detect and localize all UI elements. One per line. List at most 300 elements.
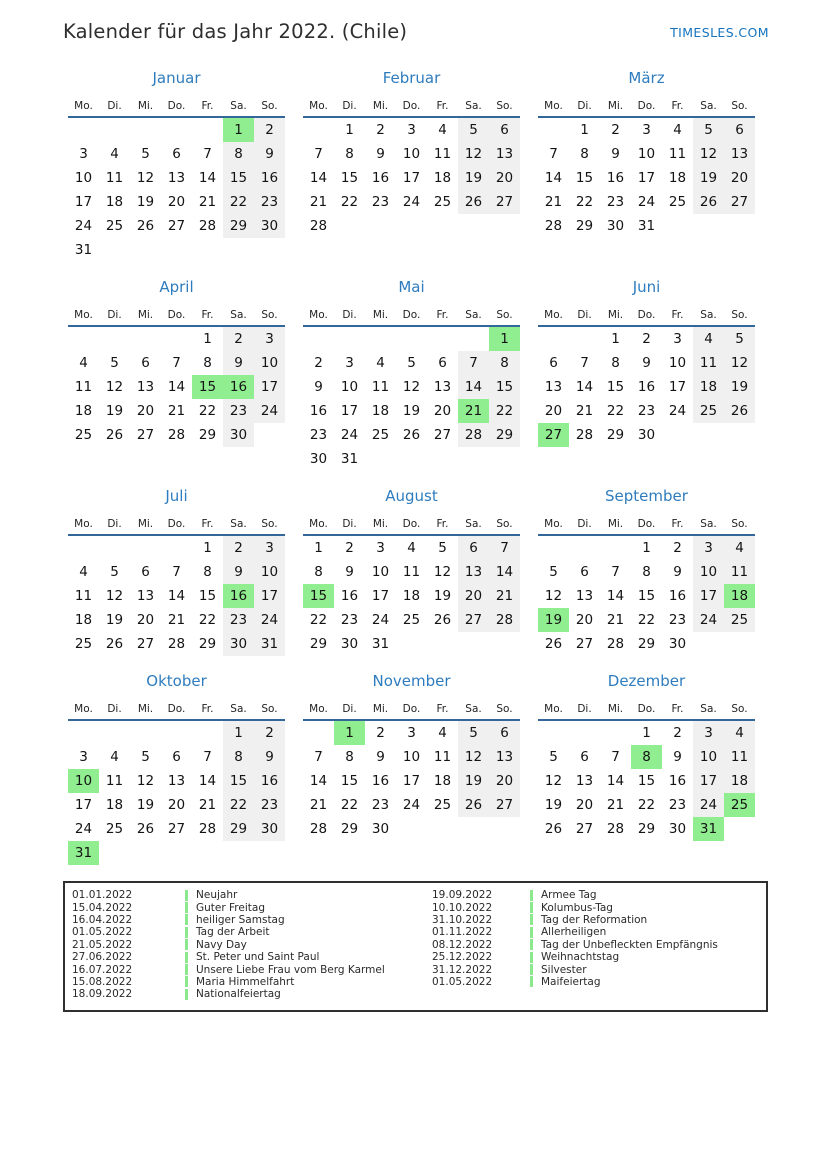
day-cell: 19 bbox=[544, 797, 563, 813]
day-cell: 1 bbox=[642, 540, 651, 556]
weekday-header: Sa. bbox=[458, 95, 489, 117]
day-cell: 2 bbox=[254, 117, 285, 142]
day-cell: 18 bbox=[74, 612, 93, 628]
day-cell-empty bbox=[130, 326, 161, 351]
day-cell-empty bbox=[724, 214, 755, 238]
weekday-header: Do. bbox=[396, 95, 427, 117]
day-cell: 24 bbox=[340, 427, 359, 443]
day-cell-empty bbox=[538, 535, 569, 560]
day-cell-holiday: 15 bbox=[303, 584, 334, 608]
day-cell: 11 bbox=[74, 379, 93, 395]
day-cell: 14 bbox=[167, 588, 186, 604]
day-cell: 24 bbox=[402, 797, 421, 813]
day-cell: 13 bbox=[167, 773, 186, 789]
day-cell: 6 bbox=[438, 355, 447, 371]
day-cell: 31 bbox=[637, 218, 656, 234]
day-cell: 16 bbox=[371, 773, 390, 789]
day-cell: 3 bbox=[254, 535, 285, 560]
day-cell: 9 bbox=[611, 146, 620, 162]
day-cell-holiday: 18 bbox=[724, 584, 755, 608]
day-cell: 6 bbox=[580, 749, 589, 765]
day-cell: 7 bbox=[458, 351, 489, 375]
week-row bbox=[68, 190, 285, 214]
weekday-header: Fr. bbox=[427, 304, 458, 326]
day-cell: 25 bbox=[74, 427, 93, 443]
page-title: Kalender für das Jahr 2022. (Chile) bbox=[63, 20, 408, 43]
day-cell: 21 bbox=[606, 612, 625, 628]
month-title: Februar bbox=[382, 69, 441, 87]
week-row bbox=[68, 142, 285, 166]
day-cell: 23 bbox=[254, 793, 285, 817]
day-cell: 22 bbox=[309, 612, 328, 628]
week-row bbox=[538, 166, 755, 190]
weekday-header: Do. bbox=[631, 513, 662, 535]
legend-holiday-name: Tag der Arbeit bbox=[196, 926, 270, 939]
day-cell: 25 bbox=[74, 636, 93, 652]
day-cell: 14 bbox=[309, 773, 328, 789]
site-link[interactable]: TIMESLES.COM bbox=[670, 25, 769, 40]
day-cell: 18 bbox=[433, 170, 452, 186]
day-cell-empty bbox=[130, 117, 161, 142]
day-cell-holiday: 15 bbox=[192, 375, 223, 399]
day-cell: 30 bbox=[309, 451, 328, 467]
weekday-header: So. bbox=[724, 698, 755, 720]
weekday-header: Mi. bbox=[600, 698, 631, 720]
day-cell: 12 bbox=[105, 588, 124, 604]
day-cell: 15 bbox=[340, 170, 359, 186]
day-cell: 28 bbox=[309, 821, 328, 837]
holiday-marker-icon bbox=[530, 914, 533, 925]
day-cell: 5 bbox=[438, 540, 447, 556]
day-cell: 24 bbox=[693, 793, 724, 817]
day-cell: 24 bbox=[402, 194, 421, 210]
day-cell: 12 bbox=[433, 564, 452, 580]
legend-row bbox=[65, 963, 432, 975]
weekday-header: Fr. bbox=[427, 95, 458, 117]
day-cell: 25 bbox=[371, 427, 390, 443]
day-cell: 19 bbox=[105, 612, 124, 628]
day-cell-empty bbox=[99, 117, 130, 142]
day-cell: 15 bbox=[489, 375, 520, 399]
day-cell: 16 bbox=[340, 588, 359, 604]
weekday-header: Di. bbox=[99, 513, 130, 535]
day-cell: 20 bbox=[136, 403, 155, 419]
week-row bbox=[303, 769, 520, 793]
day-cell-empty bbox=[724, 817, 755, 841]
day-cell: 14 bbox=[606, 773, 625, 789]
legend-row bbox=[65, 901, 432, 913]
day-cell-empty bbox=[68, 535, 99, 560]
day-cell: 30 bbox=[254, 817, 285, 841]
day-cell-empty bbox=[130, 238, 161, 262]
day-cell: 23 bbox=[637, 403, 656, 419]
weekday-header: Mo. bbox=[68, 698, 99, 720]
week-row bbox=[68, 326, 285, 351]
day-cell: 18 bbox=[74, 403, 93, 419]
day-cell: 22 bbox=[340, 194, 359, 210]
day-cell: 21 bbox=[309, 194, 328, 210]
day-cell-empty bbox=[254, 423, 285, 447]
month-title: August bbox=[385, 487, 438, 505]
day-cell: 25 bbox=[433, 797, 452, 813]
day-cell-empty bbox=[662, 214, 693, 238]
day-cell: 15 bbox=[223, 769, 254, 793]
day-cell-empty bbox=[192, 841, 223, 865]
day-cell: 30 bbox=[668, 636, 687, 652]
day-cell-empty bbox=[538, 720, 569, 745]
day-cell: 22 bbox=[223, 190, 254, 214]
weekday-header: Sa. bbox=[693, 513, 724, 535]
weekday-header: Mo. bbox=[303, 95, 334, 117]
weekday-header: Di. bbox=[569, 513, 600, 535]
day-cell-empty bbox=[68, 720, 99, 745]
day-cell: 18 bbox=[105, 797, 124, 813]
day-cell: 20 bbox=[167, 797, 186, 813]
day-cell: 16 bbox=[254, 769, 285, 793]
day-cell: 17 bbox=[254, 584, 285, 608]
week-row bbox=[303, 399, 520, 423]
holiday-marker-icon bbox=[185, 989, 188, 1000]
weekday-header: Do. bbox=[161, 698, 192, 720]
day-cell: 12 bbox=[136, 170, 155, 186]
week-row bbox=[538, 817, 755, 841]
day-cell-holiday: 1 bbox=[334, 720, 365, 745]
weekday-header: Di. bbox=[99, 698, 130, 720]
day-cell: 2 bbox=[254, 720, 285, 745]
legend-row bbox=[65, 951, 432, 963]
day-cell: 31 bbox=[371, 636, 390, 652]
day-cell: 24 bbox=[693, 608, 724, 632]
day-cell-holiday: 27 bbox=[538, 423, 569, 447]
day-cell-empty bbox=[569, 720, 600, 745]
day-cell: 27 bbox=[489, 793, 520, 817]
month-september bbox=[533, 488, 760, 656]
month-table bbox=[68, 95, 285, 262]
legend-holiday-name: Kolumbus-Tag bbox=[541, 901, 613, 914]
legend-column-right bbox=[432, 889, 766, 1001]
week-row bbox=[303, 166, 520, 190]
day-cell: 20 bbox=[575, 797, 594, 813]
holiday-marker-icon bbox=[185, 914, 188, 925]
day-cell: 10 bbox=[254, 560, 285, 584]
day-cell-empty bbox=[489, 817, 520, 841]
day-cell: 2 bbox=[223, 535, 254, 560]
day-cell: 1 bbox=[611, 331, 620, 347]
day-cell: 20 bbox=[167, 194, 186, 210]
month-title: Juli bbox=[165, 487, 188, 505]
day-cell-empty bbox=[161, 238, 192, 262]
holiday-marker-icon bbox=[530, 890, 533, 901]
day-cell: 10 bbox=[254, 351, 285, 375]
weekday-header: Di. bbox=[569, 698, 600, 720]
month-title: März bbox=[628, 69, 665, 87]
day-cell: 2 bbox=[223, 326, 254, 351]
day-cell: 7 bbox=[172, 355, 181, 371]
day-cell: 27 bbox=[724, 190, 755, 214]
day-cell-holiday: 16 bbox=[223, 375, 254, 399]
legend-holiday-name: Neujahr bbox=[196, 889, 238, 902]
holiday-marker-icon bbox=[530, 952, 533, 963]
day-cell: 19 bbox=[433, 588, 452, 604]
week-row bbox=[303, 720, 520, 745]
day-cell: 3 bbox=[407, 122, 416, 138]
day-cell: 10 bbox=[637, 146, 656, 162]
day-cell: 16 bbox=[606, 170, 625, 186]
week-row bbox=[303, 535, 520, 560]
day-cell: 29 bbox=[637, 821, 656, 837]
legend-date: 15.08.2022 bbox=[72, 975, 133, 988]
day-cell-empty bbox=[161, 841, 192, 865]
day-cell-empty bbox=[600, 720, 631, 745]
weekday-header: So. bbox=[254, 513, 285, 535]
day-cell: 21 bbox=[198, 797, 217, 813]
day-cell: 19 bbox=[724, 375, 755, 399]
weekday-header: So. bbox=[724, 95, 755, 117]
day-cell: 19 bbox=[136, 194, 155, 210]
week-row bbox=[68, 769, 285, 793]
day-cell: 7 bbox=[549, 146, 558, 162]
legend-holiday-name: Tag der Unbefleckten Empfängnis bbox=[541, 938, 718, 951]
week-row bbox=[538, 142, 755, 166]
day-cell: 12 bbox=[402, 379, 421, 395]
week-row bbox=[68, 793, 285, 817]
day-cell: 29 bbox=[575, 218, 594, 234]
day-cell: 23 bbox=[340, 612, 359, 628]
holiday-marker-icon bbox=[185, 939, 188, 950]
week-row bbox=[68, 238, 285, 262]
day-cell: 22 bbox=[223, 793, 254, 817]
day-cell: 29 bbox=[489, 423, 520, 447]
day-cell: 5 bbox=[110, 355, 119, 371]
day-cell: 4 bbox=[724, 535, 755, 560]
day-cell: 28 bbox=[309, 218, 328, 234]
month-table bbox=[538, 513, 755, 656]
day-cell: 28 bbox=[198, 821, 217, 837]
day-cell: 6 bbox=[489, 117, 520, 142]
day-cell: 26 bbox=[433, 612, 452, 628]
month-title: Oktober bbox=[146, 672, 207, 690]
day-cell-empty bbox=[724, 423, 755, 447]
legend-date: 10.10.2022 bbox=[432, 901, 493, 914]
week-row bbox=[303, 326, 520, 351]
month-november bbox=[298, 673, 525, 841]
day-cell: 13 bbox=[136, 379, 155, 395]
day-cell-empty bbox=[538, 326, 569, 351]
day-cell-empty bbox=[427, 214, 458, 238]
day-cell: 8 bbox=[345, 146, 354, 162]
day-cell-empty bbox=[569, 326, 600, 351]
day-cell: 29 bbox=[223, 817, 254, 841]
weekday-header: Di. bbox=[569, 304, 600, 326]
day-cell: 11 bbox=[74, 588, 93, 604]
week-row bbox=[68, 560, 285, 584]
weekday-header: So. bbox=[489, 513, 520, 535]
day-cell-holiday: 21 bbox=[458, 399, 489, 423]
day-cell: 21 bbox=[198, 194, 217, 210]
day-cell-empty bbox=[396, 326, 427, 351]
day-cell: 8 bbox=[203, 564, 212, 580]
day-cell: 14 bbox=[309, 170, 328, 186]
calendar-grid bbox=[63, 70, 827, 865]
day-cell: 17 bbox=[668, 379, 687, 395]
day-cell: 4 bbox=[110, 146, 119, 162]
weekday-header: Sa. bbox=[458, 513, 489, 535]
week-row bbox=[538, 608, 755, 632]
legend-row bbox=[432, 963, 766, 975]
day-cell: 4 bbox=[376, 355, 385, 371]
day-cell: 4 bbox=[673, 122, 682, 138]
day-cell: 2 bbox=[314, 355, 323, 371]
day-cell: 11 bbox=[105, 773, 124, 789]
day-cell: 25 bbox=[693, 399, 724, 423]
legend-holiday-name: Armee Tag bbox=[541, 889, 597, 902]
day-cell: 3 bbox=[693, 720, 724, 745]
day-cell: 8 bbox=[223, 745, 254, 769]
day-cell: 24 bbox=[637, 194, 656, 210]
legend-row bbox=[65, 889, 432, 901]
day-cell-empty bbox=[192, 117, 223, 142]
page-header bbox=[0, 0, 827, 43]
weekday-header: So. bbox=[489, 698, 520, 720]
day-cell: 17 bbox=[74, 194, 93, 210]
day-cell: 23 bbox=[371, 797, 390, 813]
day-cell: 5 bbox=[458, 720, 489, 745]
day-cell: 30 bbox=[223, 423, 254, 447]
day-cell: 13 bbox=[167, 170, 186, 186]
day-cell: 20 bbox=[544, 403, 563, 419]
week-row bbox=[68, 841, 285, 865]
holiday-legend bbox=[63, 881, 768, 1012]
day-cell: 8 bbox=[203, 355, 212, 371]
day-cell-empty bbox=[130, 535, 161, 560]
week-row bbox=[303, 793, 520, 817]
day-cell: 28 bbox=[198, 218, 217, 234]
day-cell-empty bbox=[396, 632, 427, 656]
day-cell: 12 bbox=[136, 773, 155, 789]
legend-row bbox=[432, 914, 766, 926]
week-row bbox=[303, 608, 520, 632]
day-cell: 26 bbox=[458, 793, 489, 817]
week-row bbox=[68, 166, 285, 190]
day-cell: 17 bbox=[637, 170, 656, 186]
day-cell-empty bbox=[427, 817, 458, 841]
weekday-header: Mi. bbox=[365, 513, 396, 535]
day-cell: 9 bbox=[673, 749, 682, 765]
weekday-header: Do. bbox=[631, 698, 662, 720]
day-cell: 11 bbox=[433, 749, 452, 765]
day-cell-holiday: 8 bbox=[631, 745, 662, 769]
day-cell: 13 bbox=[575, 588, 594, 604]
holiday-marker-icon bbox=[185, 952, 188, 963]
weekday-header: Mi. bbox=[365, 95, 396, 117]
day-cell: 26 bbox=[402, 427, 421, 443]
weekday-header: So. bbox=[254, 698, 285, 720]
month-april bbox=[63, 279, 290, 447]
day-cell-empty bbox=[68, 326, 99, 351]
day-cell: 8 bbox=[223, 142, 254, 166]
day-cell: 21 bbox=[575, 403, 594, 419]
day-cell: 12 bbox=[544, 588, 563, 604]
holiday-marker-icon bbox=[530, 939, 533, 950]
day-cell: 28 bbox=[606, 821, 625, 837]
legend-holiday-name: Silvester bbox=[541, 963, 587, 976]
week-row bbox=[68, 351, 285, 375]
day-cell: 13 bbox=[575, 773, 594, 789]
day-cell: 23 bbox=[223, 608, 254, 632]
day-cell: 3 bbox=[693, 535, 724, 560]
day-cell: 29 bbox=[198, 636, 217, 652]
weekday-header: Mo. bbox=[68, 513, 99, 535]
day-cell: 5 bbox=[549, 564, 558, 580]
day-cell: 26 bbox=[136, 218, 155, 234]
day-cell: 5 bbox=[110, 564, 119, 580]
legend-holiday-name: Navy Day bbox=[196, 938, 247, 951]
day-cell: 18 bbox=[371, 403, 390, 419]
day-cell-empty bbox=[569, 535, 600, 560]
day-cell: 24 bbox=[74, 218, 93, 234]
month-oktober bbox=[63, 673, 290, 865]
day-cell: 10 bbox=[402, 146, 421, 162]
month-table bbox=[538, 698, 755, 841]
day-cell: 9 bbox=[254, 142, 285, 166]
day-cell: 17 bbox=[693, 769, 724, 793]
legend-holiday-name: Unsere Liebe Frau vom Berg Karmel bbox=[196, 963, 385, 976]
week-row bbox=[303, 351, 520, 375]
month-juni bbox=[533, 279, 760, 447]
day-cell: 30 bbox=[668, 821, 687, 837]
weekday-header: Mi. bbox=[130, 95, 161, 117]
month-februar bbox=[298, 70, 525, 238]
day-cell: 21 bbox=[309, 797, 328, 813]
day-cell: 22 bbox=[489, 399, 520, 423]
day-cell: 18 bbox=[105, 194, 124, 210]
weekday-header: So. bbox=[254, 95, 285, 117]
day-cell: 12 bbox=[105, 379, 124, 395]
day-cell: 29 bbox=[223, 214, 254, 238]
day-cell: 12 bbox=[724, 351, 755, 375]
day-cell-empty bbox=[693, 632, 724, 656]
legend-row bbox=[432, 901, 766, 913]
day-cell: 5 bbox=[407, 355, 416, 371]
day-cell-holiday: 16 bbox=[223, 584, 254, 608]
day-cell: 25 bbox=[105, 821, 124, 837]
weekday-header: So. bbox=[724, 304, 755, 326]
day-cell: 21 bbox=[544, 194, 563, 210]
day-cell: 11 bbox=[724, 560, 755, 584]
day-cell: 24 bbox=[74, 821, 93, 837]
weekday-header: Mi. bbox=[130, 304, 161, 326]
day-cell: 5 bbox=[693, 117, 724, 142]
day-cell-empty bbox=[161, 117, 192, 142]
weekday-header: Fr. bbox=[427, 513, 458, 535]
week-row bbox=[538, 720, 755, 745]
month-table bbox=[538, 304, 755, 447]
legend-holiday-name: Nationalfeiertag bbox=[196, 988, 281, 1001]
weekday-header: Fr. bbox=[662, 95, 693, 117]
day-cell: 27 bbox=[167, 218, 186, 234]
day-cell: 26 bbox=[105, 636, 124, 652]
holiday-marker-icon bbox=[185, 902, 188, 913]
day-cell: 13 bbox=[433, 379, 452, 395]
day-cell-empty bbox=[489, 632, 520, 656]
weekday-header: Fr. bbox=[192, 698, 223, 720]
day-cell-empty bbox=[693, 214, 724, 238]
holiday-marker-icon bbox=[185, 964, 188, 975]
weekday-header: Do. bbox=[396, 698, 427, 720]
day-cell: 16 bbox=[668, 773, 687, 789]
day-cell: 15 bbox=[340, 773, 359, 789]
month-marz bbox=[533, 70, 760, 238]
